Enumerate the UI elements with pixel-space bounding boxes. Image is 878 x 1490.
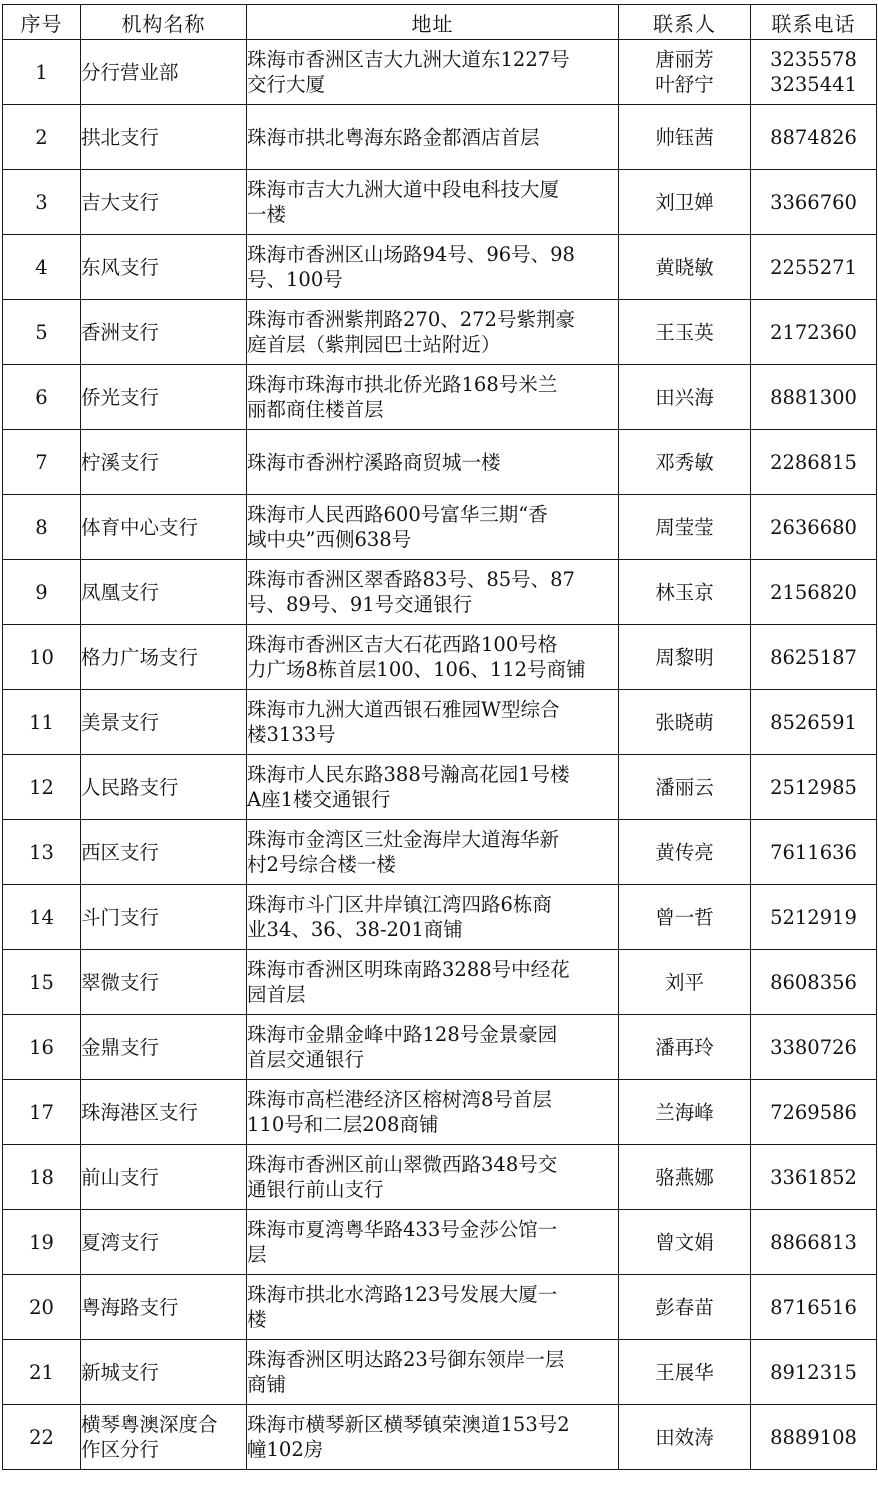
- cell-serial-number: 22: [3, 1405, 81, 1470]
- cell-branch-name: 分行营业部: [81, 40, 247, 105]
- cell-branch-name-line: 作区分行: [81, 1438, 160, 1461]
- cell-branch-name: 东风支行: [81, 235, 247, 300]
- cell-branch-name: 翠微支行: [81, 950, 247, 1015]
- cell-address-line: 珠海市拱北水湾路123号发展大厦一: [247, 1283, 558, 1306]
- table-row: [3, 625, 877, 690]
- cell-contact-person: [619, 755, 751, 820]
- cell-address-line: 珠海市金湾区三灶金海岸大道海华新: [247, 828, 560, 851]
- cell-contact-person-line: 骆燕娜: [655, 1165, 714, 1189]
- cell-branch-name: 美景支行: [81, 690, 247, 755]
- cell-branch-name: 吉大支行: [81, 170, 247, 235]
- cell-contact-person-line: 田兴海: [655, 385, 714, 409]
- cell-phone: [751, 40, 877, 105]
- cell-address-line: 楼3133号: [247, 723, 336, 746]
- cell-contact-person-line: 王玉英: [655, 320, 714, 344]
- cell-address-line: 珠海市拱北粤海东路金都酒店首层: [247, 125, 540, 149]
- cell-contact-person-line: 黄晓敏: [655, 255, 714, 279]
- header-serial-number: 序号: [3, 5, 81, 40]
- header-address: 地址: [247, 5, 619, 40]
- cell-branch-name: 西区支行: [81, 820, 247, 885]
- cell-contact-person: [619, 495, 751, 560]
- cell-address: [247, 820, 619, 885]
- cell-address-line: 域中央”西侧638号: [247, 528, 412, 551]
- table-header-row: [3, 5, 877, 40]
- cell-phone: [751, 755, 877, 820]
- cell-address: [247, 300, 619, 365]
- cell-branch-name: 人民路支行: [81, 755, 247, 820]
- cell-contact-person-line: 兰海峰: [655, 1100, 714, 1124]
- cell-address: [247, 1275, 619, 1340]
- cell-phone: [751, 1340, 877, 1405]
- cell-contact-person: [619, 625, 751, 690]
- cell-serial-number: 15: [3, 950, 81, 1015]
- cell-phone-line: 8526591: [770, 710, 857, 734]
- cell-serial-number: 13: [3, 820, 81, 885]
- cell-contact-person-line: 王展华: [655, 1360, 714, 1384]
- cell-address: [247, 235, 619, 300]
- cell-address-line: 村2号综合楼一楼: [247, 853, 396, 876]
- cell-address-line: 层: [247, 1243, 267, 1266]
- cell-contact-person-line: 彭春苗: [655, 1295, 714, 1319]
- cell-serial-number: 5: [3, 300, 81, 365]
- table-row: [3, 1080, 877, 1145]
- cell-contact-person-line: 潘丽云: [655, 775, 714, 799]
- cell-contact-person: [619, 690, 751, 755]
- cell-phone-line: 2255271: [770, 255, 857, 279]
- cell-address: [247, 755, 619, 820]
- cell-address-line: 庭首层（紫荆园巴士站附近）: [247, 333, 501, 356]
- cell-address-line: 商铺: [247, 1373, 287, 1396]
- cell-address-line: 楼: [247, 1308, 267, 1331]
- cell-serial-number: 3: [3, 170, 81, 235]
- table-row: [3, 105, 877, 170]
- cell-serial-number: 18: [3, 1145, 81, 1210]
- cell-address-line: 号、89号、91号交通银行: [247, 593, 473, 616]
- cell-serial-number: 9: [3, 560, 81, 625]
- cell-address-line: 丽都商住楼首层: [247, 398, 384, 421]
- cell-address: [247, 170, 619, 235]
- cell-phone: [751, 235, 877, 300]
- cell-address-line: 幢102房: [247, 1438, 324, 1461]
- cell-contact-person-line: 曾一哲: [655, 905, 714, 929]
- cell-serial-number: 17: [3, 1080, 81, 1145]
- cell-contact-person: [619, 1405, 751, 1470]
- cell-serial-number: 21: [3, 1340, 81, 1405]
- cell-phone-line: 5212919: [770, 905, 857, 929]
- cell-address: [247, 560, 619, 625]
- cell-address: [247, 625, 619, 690]
- table-row: [3, 1275, 877, 1340]
- cell-address: [247, 1210, 619, 1275]
- cell-contact-person: [619, 365, 751, 430]
- cell-contact-person: [619, 885, 751, 950]
- cell-phone-line: 3235441: [770, 73, 857, 96]
- table-body: [3, 40, 877, 1470]
- cell-contact-person: [619, 300, 751, 365]
- cell-address-line: A座1楼交通银行: [247, 788, 391, 811]
- cell-branch-name: 凤凰支行: [81, 560, 247, 625]
- cell-address: [247, 950, 619, 1015]
- cell-address-line: 力广场8栋首层100、106、112号商铺: [247, 658, 586, 681]
- cell-phone-line: 2512985: [770, 775, 857, 799]
- cell-branch-name: [81, 1405, 247, 1470]
- cell-contact-person: [619, 430, 751, 495]
- cell-phone-line: 3380726: [770, 1035, 857, 1059]
- cell-branch-name: 斗门支行: [81, 885, 247, 950]
- cell-phone: [751, 170, 877, 235]
- cell-contact-person-line: 张晓萌: [655, 710, 714, 734]
- cell-address: [247, 1405, 619, 1470]
- table-row: [3, 495, 877, 560]
- cell-branch-name: 金鼎支行: [81, 1015, 247, 1080]
- cell-address-line: 110号和二层208商铺: [247, 1113, 439, 1136]
- cell-address-line: 珠海市香洲区山场路94号、96号、98: [247, 243, 575, 266]
- cell-address-line: 珠海市香洲区翠香路83号、85号、87: [247, 568, 575, 591]
- table-row: [3, 40, 877, 105]
- cell-address: [247, 1340, 619, 1405]
- cell-address-line: 珠海市九洲大道西银石雅园W型综合: [247, 698, 560, 721]
- table-row: [3, 1015, 877, 1080]
- table-row: [3, 820, 877, 885]
- cell-phone: [751, 1145, 877, 1210]
- cell-phone: [751, 690, 877, 755]
- table-row: [3, 365, 877, 430]
- cell-contact-person-line: 叶舒宁: [655, 73, 714, 96]
- table-row: [3, 1145, 877, 1210]
- cell-contact-person: [619, 235, 751, 300]
- cell-phone: [751, 820, 877, 885]
- cell-contact-person-line: 潘再玲: [655, 1035, 714, 1059]
- cell-address-line: 园首层: [247, 983, 306, 1006]
- table-row: [3, 1340, 877, 1405]
- cell-branch-name: 前山支行: [81, 1145, 247, 1210]
- header-contact-person: 联系人: [619, 5, 751, 40]
- cell-serial-number: 4: [3, 235, 81, 300]
- cell-address-line: 珠海香洲区明达路23号御东领岸一层: [247, 1348, 565, 1371]
- cell-address-line: 珠海市香洲区明珠南路3288号中经花: [247, 958, 570, 981]
- cell-phone-line: 8912315: [770, 1360, 857, 1384]
- cell-contact-person: [619, 820, 751, 885]
- cell-branch-name: 体育中心支行: [81, 495, 247, 560]
- cell-address-line: 首层交通银行: [247, 1048, 365, 1071]
- cell-phone: [751, 1275, 877, 1340]
- cell-address: [247, 1015, 619, 1080]
- cell-address-line: 通银行前山支行: [247, 1178, 384, 1201]
- cell-address-line: 珠海市香洲区吉大石花西路100号格: [247, 633, 558, 656]
- cell-address: [247, 430, 619, 495]
- cell-branch-name: 柠溪支行: [81, 430, 247, 495]
- cell-phone-line: 8608356: [770, 970, 857, 994]
- cell-phone: [751, 1015, 877, 1080]
- cell-branch-name: 拱北支行: [81, 105, 247, 170]
- cell-phone-line: 8716516: [770, 1295, 857, 1319]
- cell-contact-person: [619, 950, 751, 1015]
- cell-contact-person: [619, 560, 751, 625]
- table-row: [3, 170, 877, 235]
- cell-address: [247, 1080, 619, 1145]
- table-row: [3, 690, 877, 755]
- cell-address-line: 业34、36、38-201商铺: [247, 918, 463, 941]
- cell-address-line: 珠海市高栏港经济区榕树湾8号首层: [247, 1088, 552, 1111]
- cell-contact-person-line: 周黎明: [655, 645, 714, 669]
- cell-phone: [751, 1080, 877, 1145]
- cell-phone: [751, 300, 877, 365]
- cell-phone-line: 7611636: [770, 840, 857, 864]
- cell-phone-line: 2172360: [770, 320, 857, 344]
- cell-serial-number: 11: [3, 690, 81, 755]
- cell-address: [247, 105, 619, 170]
- table-row: [3, 885, 877, 950]
- cell-address-line: 珠海市香洲紫荆路270、272号紫荆豪: [247, 308, 575, 331]
- cell-serial-number: 14: [3, 885, 81, 950]
- table-row: [3, 1210, 877, 1275]
- header-branch-name: 机构名称: [81, 5, 247, 40]
- cell-contact-person: [619, 105, 751, 170]
- cell-branch-name: 格力广场支行: [81, 625, 247, 690]
- cell-phone-line: 3235578: [770, 48, 857, 71]
- cell-branch-name: 香洲支行: [81, 300, 247, 365]
- cell-phone: [751, 625, 877, 690]
- cell-serial-number: 6: [3, 365, 81, 430]
- cell-phone-line: 8625187: [770, 645, 857, 669]
- cell-contact-person-line: 刘平: [664, 970, 704, 994]
- cell-contact-person: [619, 1080, 751, 1145]
- cell-contact-person-line: 黄传亮: [655, 840, 714, 864]
- cell-phone: [751, 495, 877, 560]
- cell-contact-person-line: 唐丽芳: [655, 48, 714, 71]
- cell-phone-line: 2156820: [770, 580, 857, 604]
- cell-contact-person-line: 周莹莹: [655, 515, 714, 539]
- cell-phone: [751, 560, 877, 625]
- cell-phone-line: 3361852: [770, 1165, 857, 1189]
- table-row: [3, 755, 877, 820]
- cell-phone: [751, 105, 877, 170]
- cell-serial-number: 19: [3, 1210, 81, 1275]
- cell-contact-person-line: 帅钰茜: [655, 125, 714, 149]
- cell-serial-number: 1: [3, 40, 81, 105]
- cell-address-line: 珠海市人民西路600号富华三期“香: [247, 503, 548, 526]
- cell-contact-person: [619, 1340, 751, 1405]
- cell-serial-number: 20: [3, 1275, 81, 1340]
- cell-branch-name: 侨光支行: [81, 365, 247, 430]
- cell-phone-line: 2286815: [770, 450, 857, 474]
- cell-contact-person: [619, 170, 751, 235]
- cell-phone-line: 8881300: [770, 385, 857, 409]
- cell-contact-person-line: 曾文娟: [655, 1230, 714, 1254]
- cell-serial-number: 10: [3, 625, 81, 690]
- cell-address-line: 珠海市斗门区井岸镇江湾四路6栋商: [247, 893, 552, 916]
- cell-contact-person: [619, 1145, 751, 1210]
- cell-contact-person-line: 林玉京: [655, 580, 714, 604]
- table-row: [3, 1405, 877, 1470]
- cell-phone: [751, 885, 877, 950]
- cell-address-line: 交行大厦: [247, 73, 326, 96]
- cell-serial-number: 12: [3, 755, 81, 820]
- table-row: [3, 235, 877, 300]
- cell-address-line: 号、100号: [247, 268, 343, 291]
- cell-phone-line: 8874826: [770, 125, 857, 149]
- cell-address-line: 珠海市横琴新区横琴镇荣澳道153号2: [247, 1413, 570, 1436]
- cell-address-line: 珠海市香洲区前山翠微西路348号交: [247, 1153, 558, 1176]
- cell-contact-person: [619, 40, 751, 105]
- cell-serial-number: 8: [3, 495, 81, 560]
- cell-contact-person: [619, 1015, 751, 1080]
- cell-phone: [751, 1210, 877, 1275]
- cell-address-line: 珠海市珠海市拱北侨光路168号米兰: [247, 373, 558, 396]
- cell-contact-person: [619, 1275, 751, 1340]
- cell-address-line: 珠海市人民东路388号瀚高花园1号楼: [247, 763, 570, 786]
- cell-address: [247, 40, 619, 105]
- header-phone: 联系电话: [751, 5, 877, 40]
- table-row: [3, 950, 877, 1015]
- cell-branch-name: 夏湾支行: [81, 1210, 247, 1275]
- cell-address-line: 珠海市香洲区吉大九洲大道东1227号: [247, 48, 570, 71]
- cell-phone: [751, 365, 877, 430]
- cell-address: [247, 495, 619, 560]
- table-row: [3, 300, 877, 365]
- cell-address-line: 珠海市香洲柠溪路商贸城一楼: [247, 450, 501, 474]
- cell-phone: [751, 1405, 877, 1470]
- cell-address: [247, 365, 619, 430]
- cell-phone-line: 2636680: [770, 515, 857, 539]
- cell-serial-number: 7: [3, 430, 81, 495]
- cell-address-line: 一楼: [247, 203, 287, 226]
- cell-contact-person-line: 邓秀敏: [655, 450, 714, 474]
- cell-address: [247, 690, 619, 755]
- cell-address-line: 珠海市吉大九洲大道中段电科技大厦: [247, 178, 560, 201]
- table-row: [3, 430, 877, 495]
- cell-address-line: 珠海市金鼎金峰中路128号金景豪园: [247, 1023, 558, 1046]
- cell-phone-line: 8889108: [770, 1425, 857, 1449]
- cell-branch-name: 珠海港区支行: [81, 1080, 247, 1145]
- cell-serial-number: 16: [3, 1015, 81, 1080]
- cell-branch-name-line: 横琴粤澳深度合: [81, 1413, 218, 1436]
- cell-contact-person-line: 田效涛: [655, 1425, 714, 1449]
- table-row: [3, 560, 877, 625]
- cell-branch-name: 新城支行: [81, 1340, 247, 1405]
- cell-phone-line: 7269586: [770, 1100, 857, 1124]
- cell-branch-name: 粤海路支行: [81, 1275, 247, 1340]
- cell-phone: [751, 430, 877, 495]
- cell-address-line: 珠海市夏湾粤华路433号金莎公馆一: [247, 1218, 558, 1241]
- cell-phone-line: 3366760: [770, 190, 857, 214]
- cell-contact-person-line: 刘卫婵: [655, 190, 714, 214]
- cell-phone-line: 8866813: [770, 1230, 857, 1254]
- cell-contact-person: [619, 1210, 751, 1275]
- cell-phone: [751, 950, 877, 1015]
- cell-serial-number: 2: [3, 105, 81, 170]
- cell-address: [247, 1145, 619, 1210]
- branch-contact-table: [2, 4, 877, 1470]
- cell-address: [247, 885, 619, 950]
